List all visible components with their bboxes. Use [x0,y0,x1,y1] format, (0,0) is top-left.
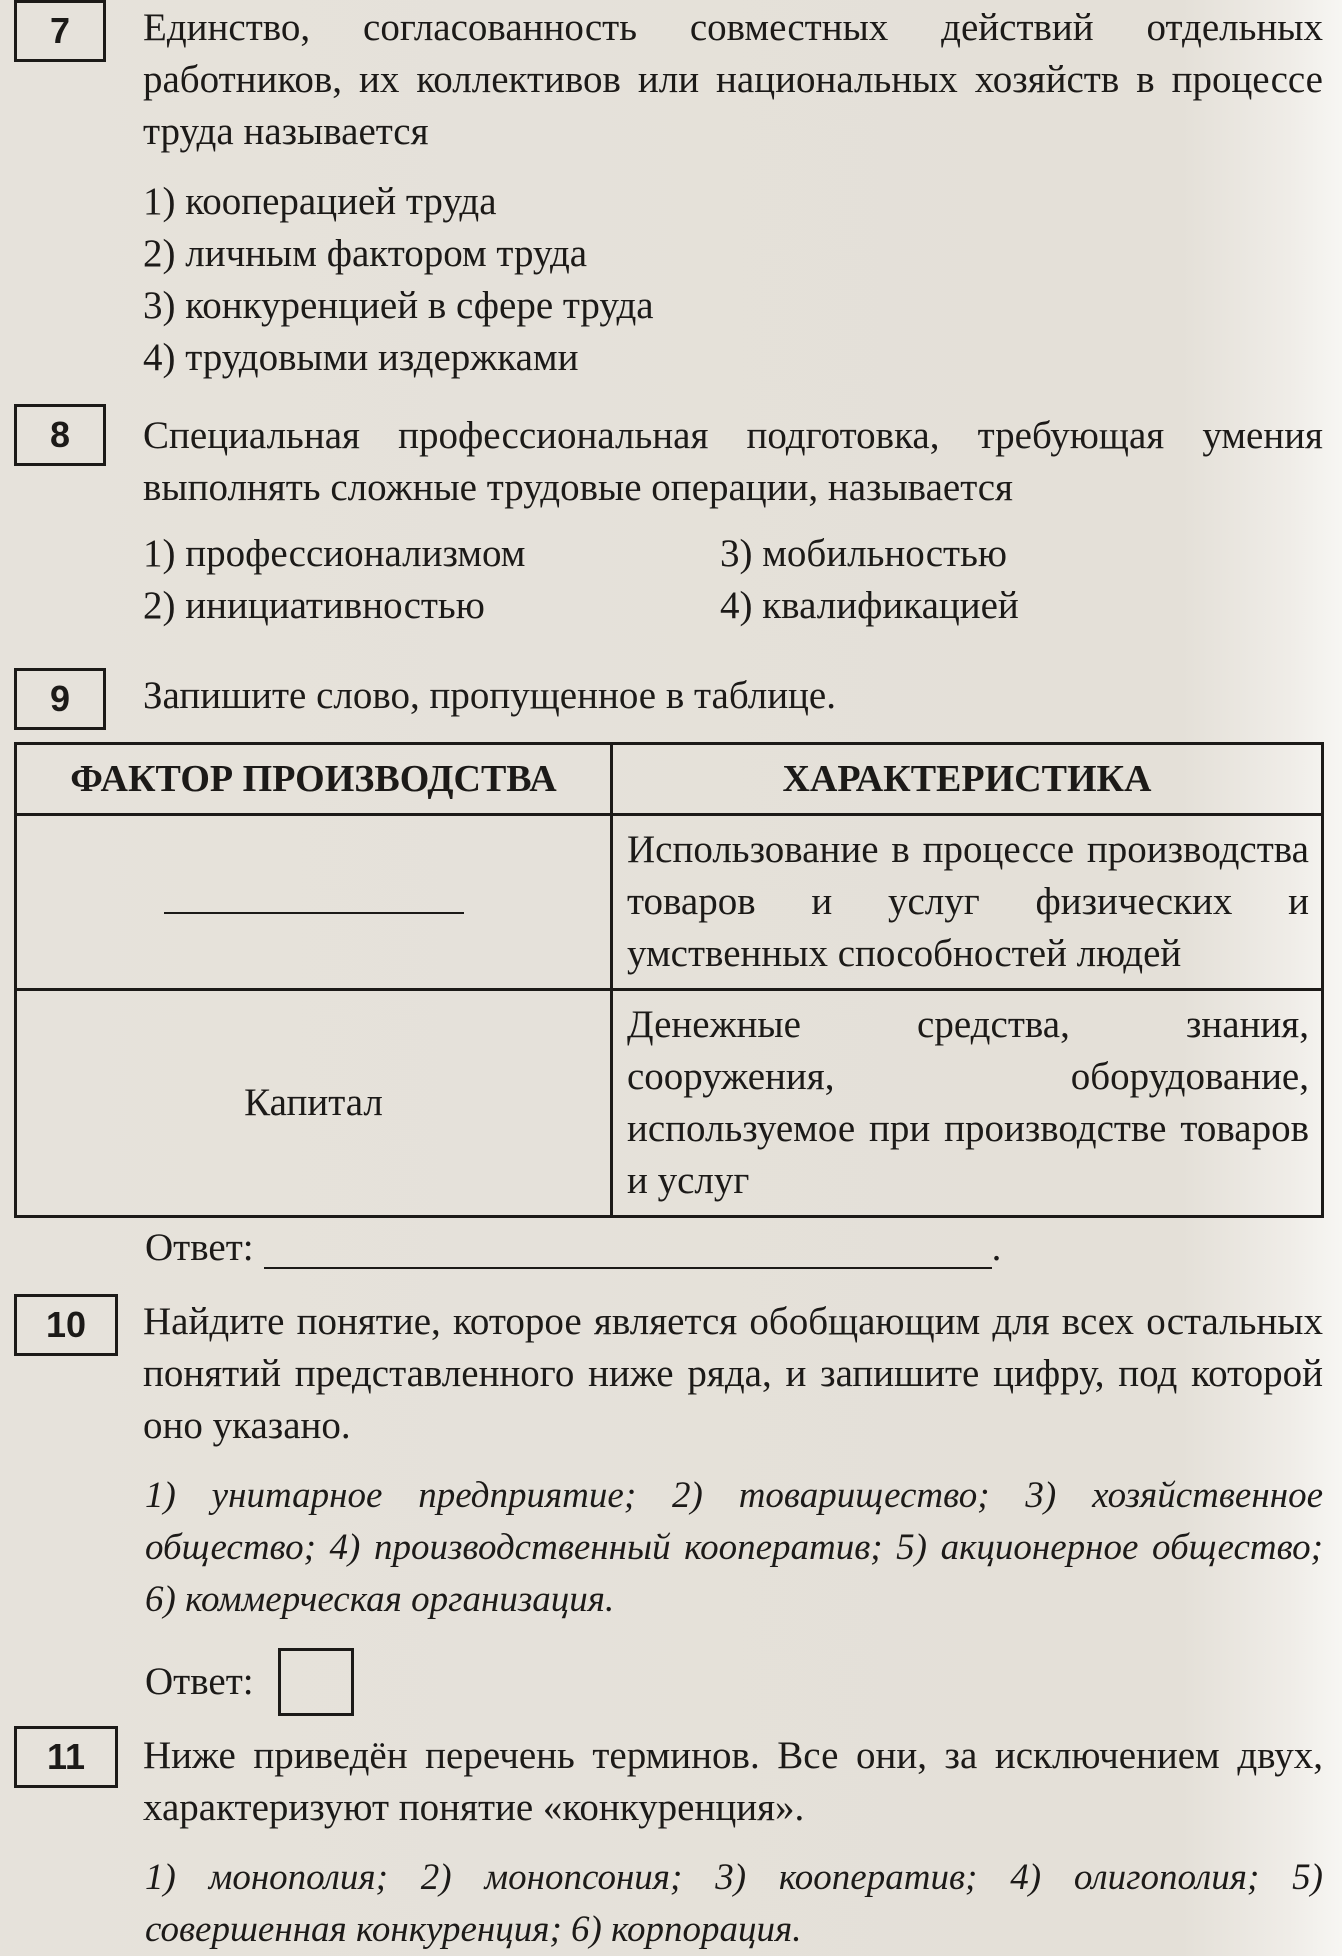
q11-term-list: 1) монополия; 2) монопсония; 3) кооператив; 4) олигополия; 5) совершенная конкуренция; 6) корпорация. [145,1857,1323,1950]
missing-word-line [164,906,464,914]
q10-answer-box[interactable] [278,1648,354,1716]
question-9-text: Запишите слово, пропущенное в таблице. [143,674,836,717]
table-cell-factor-blank [16,815,612,990]
q9-answer-end: . [991,1226,1002,1269]
q9-answer-line[interactable] [264,1227,992,1269]
question-8-text: Специальная профессиональная подготовка, требующая умения выполнять сложные трудовые операции, называется [143,414,1323,509]
q8-option-1: 1) профессионализмом [143,532,526,575]
q8-option-3: 3) мобильностью [720,532,1007,575]
q10-term-list: 1) унитарное предприятие; 2) товарищество; 3) хозяйственное общество; 4) производственный кооператив; 5) акционерное общество; 6) коммерческая организация. [145,1475,1323,1620]
question-7-text: Единство, согласованность совместных действий отдельных работников, их коллективов или национальных хозяйств в процессе труда называется [143,6,1323,153]
table-header-characteristic: ХАРАКТЕРИСТИКА [612,744,1323,815]
table-cell-characteristic: Денежные средства, знания, сооружения, оборудование, используемое при производстве товаров и услуг [612,990,1323,1217]
table-row [16,815,1323,990]
q7-option-2: 2) личным фактором труда [143,232,588,275]
q9-answer-label: Ответ: [145,1226,254,1269]
question-number-box-7: 7 [14,0,106,62]
q8-option-2: 2) инициативностью [143,584,485,627]
question-number-box-11: 11 [14,1726,118,1788]
q7-option-3: 3) конкуренцией в сфере труда [143,284,654,327]
table-header-row [16,744,1323,815]
question-11-text: Ниже приведён перечень терминов. Все они, за исключением двух, характеризуют понятие «конкуренция». [143,1734,1323,1829]
question-number-box-10: 10 [14,1294,118,1356]
table-row [16,990,1323,1217]
q7-option-1: 1) кооперацией труда [143,180,497,223]
q9-answer-row [145,1222,1001,1274]
q7-option-4: 4) трудовыми издержками [143,336,579,379]
table-cell-characteristic: Использование в процессе производства товаров и услуг физических и умственных способностей людей [612,815,1323,990]
factors-table [14,742,1324,1218]
table-header-factor: ФАКТОР ПРОИЗВОДСТВА [16,744,612,815]
q8-option-4: 4) квалификацией [720,584,1019,627]
question-number-box-8: 8 [14,404,106,466]
question-10-text: Найдите понятие, которое является обобщающим для всех остальных понятий представленного ниже ряда, и запишите цифру, под которой оно указано. [143,1300,1323,1447]
q10-answer-row [145,1648,354,1716]
q10-answer-label: Ответ: [145,1660,254,1703]
table-cell-factor: Капитал [16,990,612,1217]
question-number-box-9: 9 [14,668,106,730]
